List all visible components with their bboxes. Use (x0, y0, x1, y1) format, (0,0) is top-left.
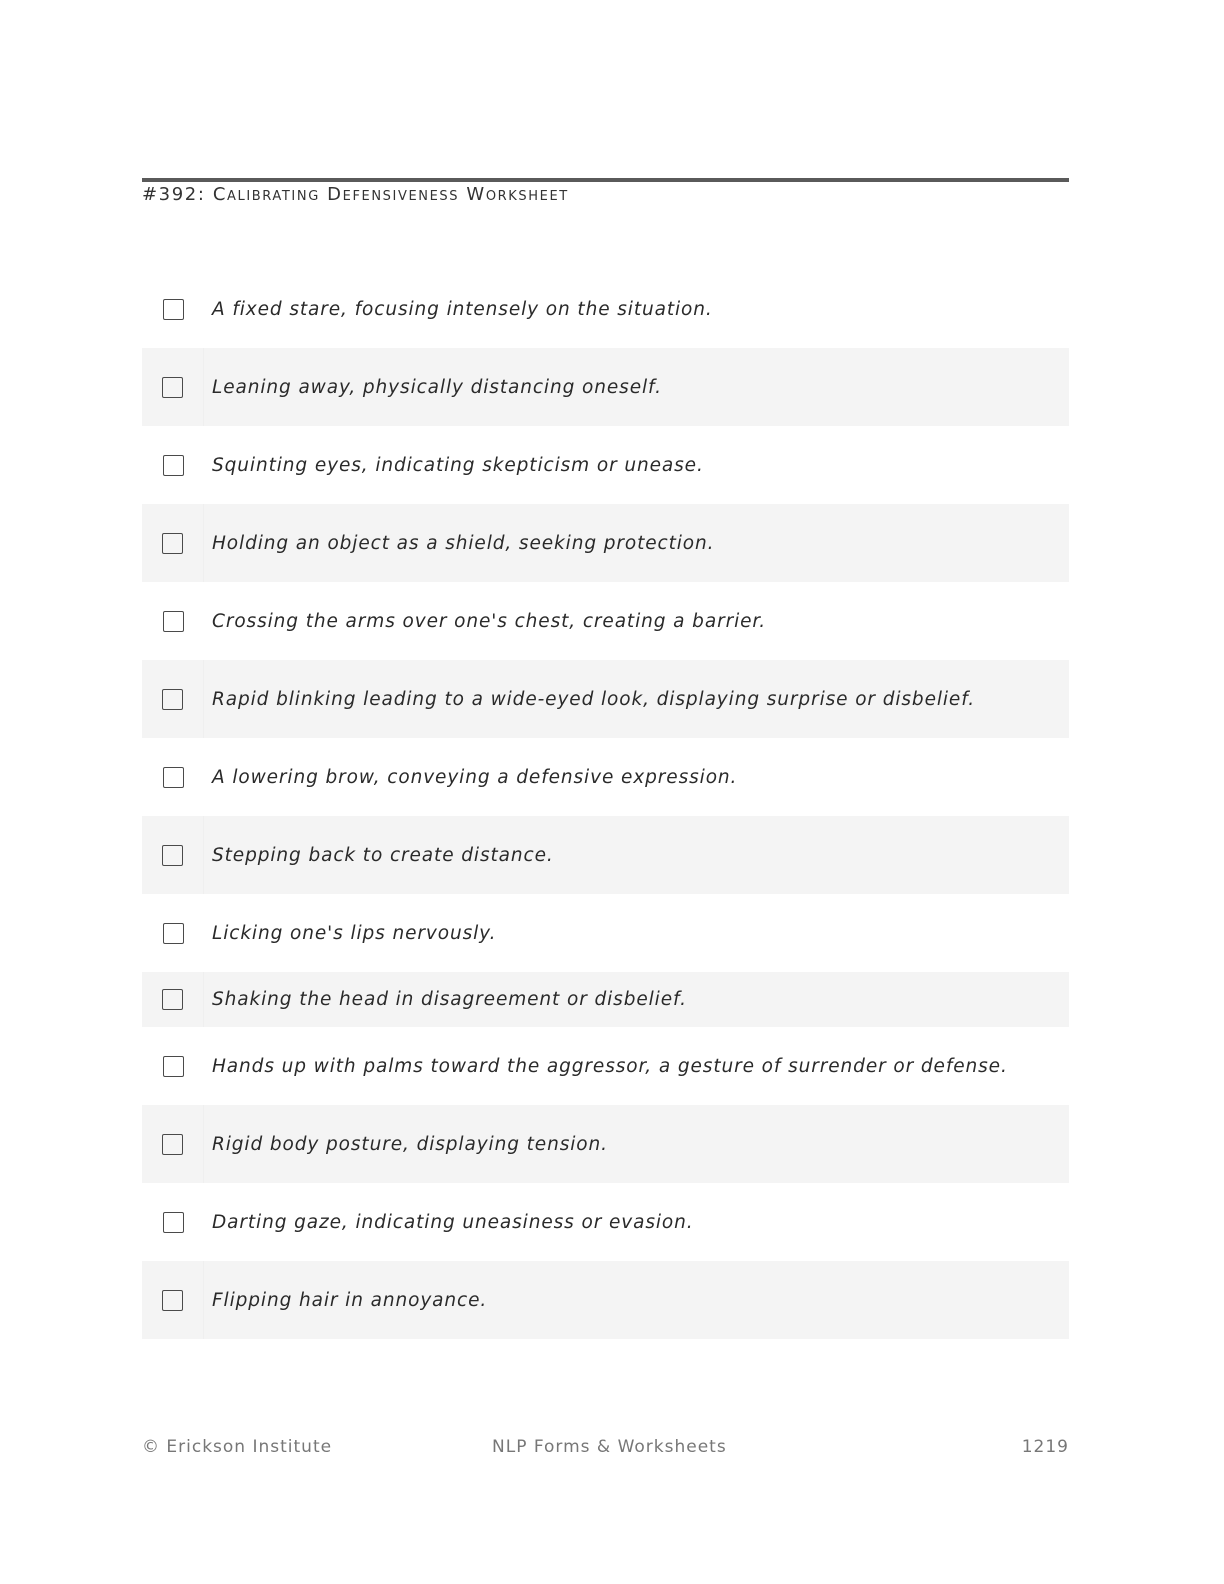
checkbox[interactable] (163, 923, 184, 944)
page-title (142, 184, 569, 205)
checklist-row (142, 426, 1069, 504)
checkbox[interactable] (162, 1134, 183, 1155)
checklist-row (142, 1027, 1069, 1105)
footer-copyright: © Erickson Institute (142, 1437, 333, 1457)
checklist-item-label: Rapid blinking leading to a wide-eyed look, displaying surprise or disbelief. (212, 688, 976, 710)
checkbox-cell (142, 348, 204, 426)
checklist-row (142, 348, 1069, 426)
checkbox[interactable] (163, 611, 184, 632)
checklist-item-label: Squinting eyes, indicating skepticism or unease. (212, 454, 704, 476)
checkbox-cell (142, 816, 204, 894)
checklist-row (142, 1105, 1069, 1183)
checklist-table (142, 270, 1069, 1339)
checklist-item-label: A lowering brow, conveying a defensive expression. (212, 766, 738, 788)
checkbox[interactable] (163, 1056, 184, 1077)
checklist-item-label: Darting gaze, indicating uneasiness or evasion. (212, 1211, 694, 1233)
checkbox-cell (142, 738, 204, 816)
checklist-item-label: A fixed stare, focusing intensely on the situation. (212, 298, 713, 320)
checklist-row (142, 972, 1069, 1027)
checkbox-cell (142, 582, 204, 660)
checklist-item-label: Hands up with palms toward the aggressor, a gesture of surrender or defense. (212, 1055, 1008, 1077)
checklist-row (142, 816, 1069, 894)
checklist-row (142, 582, 1069, 660)
checklist-row (142, 738, 1069, 816)
checkbox-cell (142, 972, 204, 1027)
checkbox-cell (142, 426, 204, 504)
checklist-item-label: Flipping hair in annoyance. (212, 1289, 488, 1311)
checklist-row (142, 894, 1069, 972)
checkbox[interactable] (163, 767, 184, 788)
checkbox[interactable] (162, 1290, 183, 1311)
checklist-item-label: Holding an object as a shield, seeking protection. (212, 532, 715, 554)
footer-book-title: NLP Forms & Worksheets (492, 1437, 727, 1457)
checkbox-cell (142, 894, 204, 972)
checkbox[interactable] (162, 689, 183, 710)
checkbox[interactable] (163, 455, 184, 476)
checklist-row (142, 1261, 1069, 1339)
checkbox-cell (142, 1261, 204, 1339)
header-rule (142, 178, 1069, 182)
checklist-item-label: Shaking the head in disagreement or disbelief. (212, 989, 687, 1010)
checklist-row (142, 1183, 1069, 1261)
checkbox-cell (142, 1183, 204, 1261)
checkbox-cell (142, 270, 204, 348)
checkbox-cell (142, 1027, 204, 1105)
checklist-item-label: Licking one's lips nervously. (212, 922, 497, 944)
checkbox-cell (142, 660, 204, 738)
worksheet-number: #392: (142, 184, 206, 205)
checkbox[interactable] (163, 1212, 184, 1233)
worksheet-title: Calibrating Defensiveness Worksheet (212, 184, 569, 205)
checklist-item-label: Leaning away, physically distancing oneself. (212, 376, 662, 398)
checkbox[interactable] (162, 989, 183, 1010)
checkbox[interactable] (162, 377, 183, 398)
checklist-item-label: Crossing the arms over one's chest, creating a barrier. (212, 610, 766, 632)
checkbox-cell (142, 504, 204, 582)
checklist-item-label: Rigid body posture, displaying tension. (212, 1133, 608, 1155)
checkbox[interactable] (163, 299, 184, 320)
checkbox[interactable] (162, 845, 183, 866)
checklist-row (142, 270, 1069, 348)
checklist-row (142, 504, 1069, 582)
checkbox-cell (142, 1105, 204, 1183)
footer-page-number: 1219 (1021, 1437, 1069, 1457)
checkbox[interactable] (162, 533, 183, 554)
checklist-row (142, 660, 1069, 738)
checklist-item-label: Stepping back to create distance. (212, 844, 554, 866)
